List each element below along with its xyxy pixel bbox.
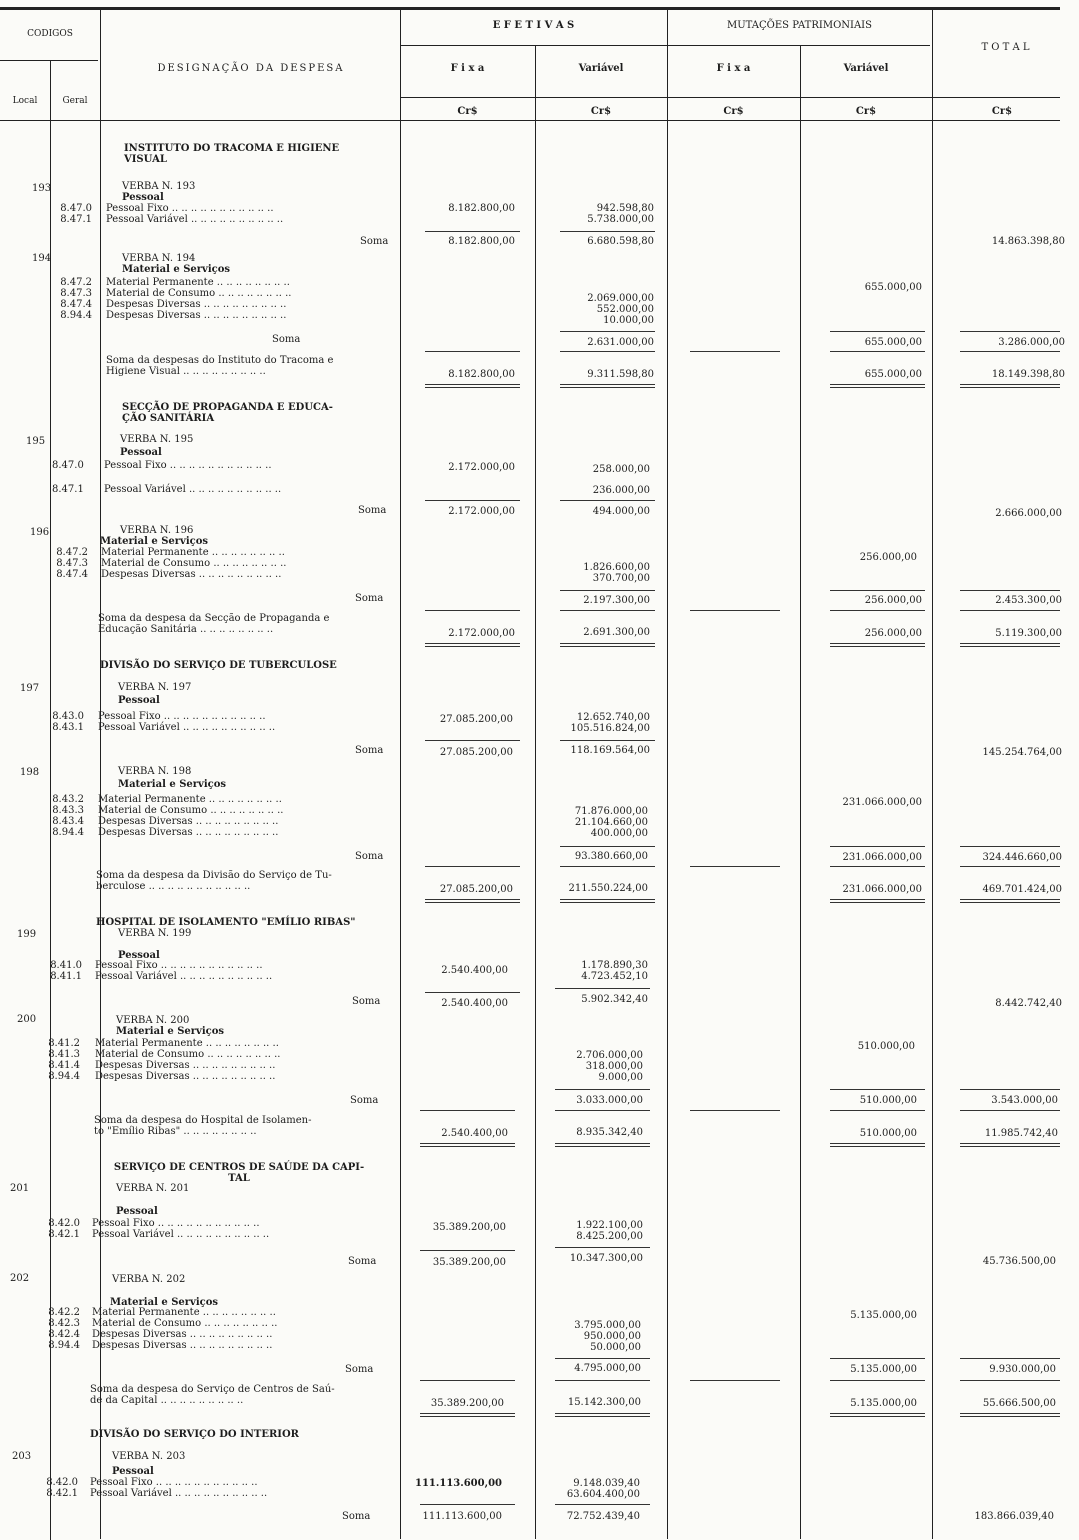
designacao-heading: DESIGNAÇÃO DA DESPESA bbox=[157, 63, 345, 74]
verba-title: VERBA N. 200 bbox=[116, 1015, 190, 1026]
double-rule bbox=[830, 384, 925, 388]
grand-mutacoes: 231.066.000,00 bbox=[842, 884, 922, 895]
double-rule bbox=[960, 1413, 1060, 1417]
mutacoes-fixa-heading: F i x a bbox=[716, 63, 751, 74]
item-description: Pessoal Fixo .. .. .. .. .. .. .. .. .. .. .. bbox=[104, 460, 272, 471]
grand-fixa: 35.389.200,00 bbox=[430, 1398, 504, 1409]
grand-total: 55.666.500,00 bbox=[982, 1398, 1056, 1409]
soma-mutacoes: 5.135.000,00 bbox=[850, 1364, 917, 1375]
soma-variavel: 93.380.660,00 bbox=[574, 851, 648, 862]
local-code: 203 bbox=[12, 1451, 32, 1462]
soma-fixa: 2.540.400,00 bbox=[441, 998, 508, 1009]
local-code: 195 bbox=[26, 436, 46, 447]
sum-rule bbox=[690, 1380, 780, 1381]
soma-total: 3.543.000,00 bbox=[991, 1095, 1058, 1106]
section-title: SERVIÇO DE CENTROS DE SAÚDE DA CAPI- TAL bbox=[113, 1162, 365, 1184]
grand-total: 5.119.300,00 bbox=[995, 628, 1062, 639]
local-code: 194 bbox=[32, 253, 52, 264]
grand-variavel: 15.142.300,00 bbox=[567, 1397, 641, 1408]
sum-rule bbox=[830, 1380, 925, 1381]
header-bottom-rule bbox=[0, 120, 1060, 121]
sum-rule bbox=[830, 331, 925, 332]
item-codes: 8.42.0 8.42.1 bbox=[48, 1218, 80, 1240]
sum-rule bbox=[560, 590, 655, 591]
verba-subtitle: Pessoal bbox=[118, 695, 160, 706]
soma-fixa: 2.172.000,00 bbox=[448, 506, 515, 517]
verba-subtitle: Pessoal bbox=[118, 950, 160, 961]
header-currency-rule bbox=[400, 97, 1060, 98]
soma-label: Soma bbox=[358, 505, 387, 516]
section-title: DIVISÃO DO SERVIÇO DO INTERIOR bbox=[90, 1429, 299, 1440]
soma-total: 183.866.039,40 bbox=[974, 1511, 1054, 1522]
sum-rule bbox=[830, 1110, 925, 1111]
item-code: 8.47.0 bbox=[52, 460, 84, 471]
soma-total: 3.286.000,00 bbox=[998, 337, 1065, 348]
currency-label: Cr$ bbox=[457, 106, 478, 117]
double-rule bbox=[420, 1413, 515, 1417]
double-rule bbox=[960, 1143, 1060, 1147]
section-title: HOSPITAL DE ISOLAMENTO "EMÍLIO RIBAS" bbox=[96, 917, 356, 928]
fixa-value: 2.540.400,00 bbox=[441, 965, 508, 976]
soma-fixa: 27.085.200,00 bbox=[439, 747, 513, 758]
mutacoes-heading: MUTAÇÕES PATRIMONIAIS bbox=[727, 20, 872, 31]
grand-total-label: Soma da despesas do Instituto do Tracoma e Higiene Visual .. .. .. .. .. .. .. .. .. bbox=[106, 355, 334, 377]
soma-total: 9.930.000,00 bbox=[989, 1364, 1056, 1375]
sum-rule bbox=[960, 1380, 1060, 1381]
sum-rule bbox=[555, 1110, 650, 1111]
soma-variavel: 5.902.342,40 bbox=[581, 994, 648, 1005]
soma-variavel: 2.631.000,00 bbox=[587, 337, 654, 348]
verba-subtitle: Material e Serviços bbox=[122, 264, 231, 275]
mutacoes-variavel-value: 510.000,00 bbox=[857, 1041, 915, 1052]
variavel-values: 71.876.000,00 21.104.660,00 400.000,00 bbox=[574, 806, 648, 839]
grand-fixa: 8.182.800,00 bbox=[448, 369, 515, 380]
soma-label: Soma bbox=[272, 334, 301, 345]
item-descriptions: Material Permanente .. .. .. .. .. .. .. .. Material de Consumo .. .. .. .. .. .. .. .. Despesas Diversas .. .. .. .. .. .. .. .. .. bbox=[101, 547, 287, 580]
fixa-value: 27.085.200,00 bbox=[439, 714, 513, 725]
soma-total: 14.863.398,80 bbox=[991, 236, 1065, 247]
soma-variavel: 2.197.300,00 bbox=[583, 595, 650, 606]
soma-variavel: 6.680.598,80 bbox=[587, 236, 654, 247]
verba-title: VERBA N. 194 bbox=[122, 253, 196, 264]
efetivas-variavel-heading: Variável bbox=[578, 63, 624, 74]
local-code: 200 bbox=[17, 1014, 37, 1025]
sum-rule bbox=[560, 331, 655, 332]
grand-total-label: Soma da despesa do Hospital de Isolamen- to "Emílio Ribas" .. .. .. .. .. .. .. .. bbox=[94, 1115, 312, 1137]
soma-label: Soma bbox=[342, 1511, 371, 1522]
item-descriptions: Material Permanente .. .. .. .. .. .. .. .. Material de Consumo .. .. .. .. .. .. .. .. Despesas Diversas .. .. .. .. .. .. .. .. .. Despesas Diversas .. .. .. .. .. .. .. .. .. bbox=[95, 1038, 281, 1082]
sum-rule bbox=[830, 610, 925, 611]
item-codes: 8.47.2 8.47.3 8.47.4 bbox=[56, 547, 88, 580]
grand-mutacoes: 655.000,00 bbox=[864, 369, 922, 380]
verba-subtitle: Pessoal bbox=[122, 192, 164, 203]
soma-fixa: 35.389.200,00 bbox=[432, 1257, 506, 1268]
item-codes: 8.47.0 8.47.1 bbox=[60, 203, 92, 225]
variavel-values: 1.922.100,00 8.425.200,00 bbox=[576, 1220, 643, 1242]
local-code: 196 bbox=[30, 527, 50, 538]
fixa-value: 8.182.800,00 bbox=[448, 203, 515, 214]
grand-total: 469.701.424,00 bbox=[982, 884, 1062, 895]
mutacoes-variavel-value: 231.066.000,00 bbox=[842, 797, 922, 808]
soma-total: 324.446.660,00 bbox=[982, 852, 1062, 863]
double-rule bbox=[560, 643, 655, 647]
section-title: INSTITUTO DO TRACOMA E HIGIENE VISUAL bbox=[124, 143, 340, 165]
total-heading: T O T A L bbox=[981, 42, 1030, 53]
grand-fixa: 27.085.200,00 bbox=[439, 884, 513, 895]
grand-variavel: 211.550.224,00 bbox=[568, 883, 648, 894]
soma-label: Soma bbox=[355, 593, 384, 604]
double-rule bbox=[560, 384, 655, 388]
item-codes: 8.41.2 8.41.3 8.41.4 8.94.4 bbox=[48, 1038, 80, 1082]
double-rule bbox=[960, 643, 1060, 647]
efetivas-heading: E F E T I V A S bbox=[492, 20, 575, 31]
soma-label: Soma bbox=[355, 851, 384, 862]
sum-rule bbox=[960, 846, 1060, 847]
sum-rule bbox=[830, 1358, 925, 1359]
soma-total: 8.442.742,40 bbox=[995, 998, 1062, 1009]
verba-subtitle: Material e Serviços bbox=[100, 536, 209, 547]
sum-rule bbox=[830, 590, 925, 591]
item-descriptions: Material Permanente .. .. .. .. .. .. .. .. Material de Consumo .. .. .. .. .. .. .. .. Despesas Diversas .. .. .. .. .. .. .. .. .. Despesas Diversas .. .. .. .. .. .. .. .. .. bbox=[92, 1307, 278, 1351]
soma-mutacoes: 256.000,00 bbox=[864, 595, 922, 606]
double-rule bbox=[560, 899, 655, 903]
double-rule bbox=[830, 1143, 925, 1147]
verba-subtitle: Material e Serviços bbox=[118, 779, 227, 790]
col-divider-designation bbox=[400, 7, 401, 1539]
item-codes: 8.41.0 8.41.1 bbox=[50, 960, 82, 982]
soma-label: Soma bbox=[355, 745, 384, 756]
col-divider-efetivas bbox=[535, 45, 536, 1539]
col-divider-total bbox=[932, 7, 933, 1539]
item-description: Pessoal Variável .. .. .. .. .. .. .. .. .. .. bbox=[104, 484, 282, 495]
grand-fixa: 2.540.400,00 bbox=[441, 1128, 508, 1139]
grand-variavel: 2.691.300,00 bbox=[583, 627, 650, 638]
sum-rule bbox=[425, 500, 520, 501]
variavel-values: 942.598,80 5.738.000,00 bbox=[587, 203, 654, 225]
double-rule bbox=[830, 1413, 925, 1417]
sum-rule bbox=[560, 740, 655, 741]
soma-variavel: 494.000,00 bbox=[592, 506, 650, 517]
soma-fixa: 111.113.600,00 bbox=[422, 1511, 502, 1522]
grand-total: 11.985.742,40 bbox=[984, 1128, 1058, 1139]
verba-title: VERBA N. 199 bbox=[118, 928, 192, 939]
sum-rule bbox=[555, 1247, 650, 1248]
item-descriptions: Material Permanente .. .. .. .. .. .. .. .. Material de Consumo .. .. .. .. .. .. .. .. Despesas Diversas .. .. .. .. .. .. .. .. .. Despesas Diversas .. .. .. .. .. .. .. .. .. bbox=[106, 277, 292, 321]
sum-rule bbox=[425, 610, 520, 611]
verba-title: VERBA N. 203 bbox=[112, 1451, 186, 1462]
sum-rule bbox=[690, 1110, 780, 1111]
sum-rule bbox=[560, 231, 655, 232]
soma-label: Soma bbox=[350, 1095, 379, 1106]
local-code: 202 bbox=[10, 1273, 30, 1284]
item-descriptions: Pessoal Fixo .. .. .. .. .. .. .. .. .. .. .. Pessoal Variável .. .. .. .. .. .. .. .. .. .. bbox=[98, 711, 276, 733]
grand-total: 18.149.398,80 bbox=[991, 369, 1065, 380]
mutacoes-variavel-value: 256.000,00 bbox=[859, 552, 917, 563]
sum-rule bbox=[425, 231, 520, 232]
verba-title: VERBA N. 195 bbox=[120, 434, 194, 445]
soma-fixa: 8.182.800,00 bbox=[448, 236, 515, 247]
soma-label: Soma bbox=[352, 996, 381, 1007]
sum-rule bbox=[690, 610, 780, 611]
item-descriptions: Pessoal Fixo .. .. .. .. .. .. .. .. .. .. .. Pessoal Variável .. .. .. .. .. .. .. .. .. .. bbox=[106, 203, 284, 225]
sum-rule bbox=[960, 610, 1060, 611]
sum-rule bbox=[555, 1504, 650, 1505]
soma-label: Soma bbox=[345, 1364, 374, 1375]
grand-fixa: 2.172.000,00 bbox=[448, 628, 515, 639]
item-descriptions: Material Permanente .. .. .. .. .. .. .. .. Material de Consumo .. .. .. .. .. .. .. .. Despesas Diversas .. .. .. .. .. .. .. .. .. Despesas Diversas .. .. .. .. .. .. .. .. .. bbox=[98, 794, 284, 838]
currency-label: Cr$ bbox=[723, 106, 744, 117]
header-group-rule bbox=[400, 45, 930, 46]
soma-mutacoes: 510.000,00 bbox=[859, 1095, 917, 1106]
verba-subtitle: Material e Serviços bbox=[116, 1026, 225, 1037]
item-descriptions: Pessoal Fixo .. .. .. .. .. .. .. .. .. .. .. Pessoal Variável .. .. .. .. .. .. .. .. .. .. bbox=[92, 1218, 270, 1240]
mutacoes-variavel-value: 655.000,00 bbox=[864, 282, 922, 293]
grand-variavel: 8.935.342,40 bbox=[576, 1127, 643, 1138]
currency-label: Cr$ bbox=[855, 106, 877, 117]
sum-rule bbox=[420, 1110, 515, 1111]
variavel-value: 258.000,00 bbox=[592, 464, 650, 475]
double-rule bbox=[555, 1413, 650, 1417]
variavel-value: 236.000,00 bbox=[592, 485, 650, 496]
sum-rule bbox=[425, 351, 520, 352]
sum-rule bbox=[560, 610, 655, 611]
grand-total-label: Soma da despesa do Serviço de Centros de Saú- de da Capital .. .. .. .. .. .. .. .. .. bbox=[90, 1384, 335, 1406]
double-rule bbox=[830, 643, 925, 647]
verba-subtitle: Pessoal bbox=[116, 1206, 158, 1217]
grand-total-label: Soma da despesa da Divisão do Serviço de Tu- berculose .. .. .. .. .. .. .. .. .. .. .. bbox=[96, 870, 332, 892]
sum-rule bbox=[560, 351, 655, 352]
sum-rule bbox=[555, 1089, 650, 1090]
top-rule bbox=[0, 7, 1060, 10]
local-heading: Local bbox=[12, 96, 38, 106]
soma-label: Soma bbox=[348, 1256, 377, 1267]
variavel-values: 1.178.890,30 4.723.452,10 bbox=[581, 960, 648, 982]
sum-rule bbox=[690, 866, 780, 867]
sum-rule bbox=[960, 331, 1060, 332]
local-code: 198 bbox=[20, 767, 40, 778]
verba-title: VERBA N. 193 bbox=[122, 181, 196, 192]
item-descriptions: Pessoal Fixo .. .. .. .. .. .. .. .. .. .. .. Pessoal Variável .. .. .. .. .. .. .. .. .. .. bbox=[95, 960, 273, 982]
sum-rule bbox=[960, 1089, 1060, 1090]
sum-rule bbox=[560, 846, 655, 847]
verba-title: VERBA N. 201 bbox=[116, 1183, 190, 1194]
double-rule bbox=[425, 384, 520, 388]
fixa-value: 111.113.600,00 bbox=[415, 1478, 502, 1489]
item-codes: 8.47.2 8.47.3 8.47.4 8.94.4 bbox=[60, 277, 92, 321]
sum-rule bbox=[960, 351, 1060, 352]
variavel-values: 1.826.600,00 370.700,00 bbox=[583, 562, 650, 584]
item-codes: 8.42.2 8.42.3 8.42.4 8.94.4 bbox=[48, 1307, 80, 1351]
section-title: SECÇÃO DE PROPAGANDA E EDUCA- ÇÃO SANITÁRIA bbox=[122, 402, 333, 424]
item-codes: 8.43.0 8.43.1 bbox=[52, 711, 84, 733]
double-rule bbox=[555, 1143, 650, 1147]
double-rule bbox=[830, 899, 925, 903]
verba-subtitle: Material e Serviços bbox=[110, 1297, 219, 1308]
codes-header-rule bbox=[0, 60, 98, 61]
sum-rule bbox=[420, 1504, 515, 1505]
efetivas-fixa-heading: F i x a bbox=[450, 63, 485, 74]
local-code: 201 bbox=[10, 1183, 30, 1194]
double-rule bbox=[960, 384, 1060, 388]
variavel-values: 3.795.000,00 950.000,00 50.000,00 bbox=[574, 1320, 641, 1353]
soma-total: 45.736.500,00 bbox=[982, 1256, 1056, 1267]
section-title: DIVISÃO DO SERVIÇO DE TUBERCULOSE bbox=[100, 660, 337, 671]
verba-subtitle: Pessoal bbox=[112, 1466, 154, 1477]
fixa-value: 35.389.200,00 bbox=[432, 1222, 506, 1233]
soma-label: Soma bbox=[360, 236, 389, 247]
double-rule bbox=[420, 1143, 515, 1147]
grand-mutacoes: 510.000,00 bbox=[859, 1128, 917, 1139]
soma-mutacoes: 655.000,00 bbox=[864, 337, 922, 348]
variavel-values: 2.706.000,00 318.000,00 9.000,00 bbox=[576, 1050, 643, 1083]
soma-total: 2.453.300,00 bbox=[995, 595, 1062, 606]
item-descriptions: Pessoal Fixo .. .. .. .. .. .. .. .. .. .. .. Pessoal Variável .. .. .. .. .. .. .. .. .. .. bbox=[90, 1477, 268, 1499]
sum-rule bbox=[555, 1380, 650, 1381]
soma-total: 145.254.764,00 bbox=[982, 747, 1062, 758]
grand-mutacoes: 256.000,00 bbox=[864, 628, 922, 639]
soma-variavel: 4.795.000,00 bbox=[574, 1363, 641, 1374]
local-code: 193 bbox=[32, 183, 52, 194]
sum-rule bbox=[555, 988, 650, 989]
codigos-heading: CODIGOS bbox=[27, 29, 73, 39]
sum-rule bbox=[830, 866, 925, 867]
currency-label: Cr$ bbox=[991, 106, 1013, 117]
variavel-values: 12.652.740,00 105.516.824,00 bbox=[570, 712, 650, 734]
soma-variavel: 72.752.439,40 bbox=[566, 1511, 640, 1522]
verba-title: VERBA N. 196 bbox=[120, 525, 194, 536]
col-divider-mutacoes-start bbox=[667, 7, 668, 1539]
double-rule bbox=[425, 899, 520, 903]
double-rule bbox=[425, 643, 520, 647]
sum-rule bbox=[420, 1380, 515, 1381]
item-codes: 8.43.2 8.43.3 8.43.4 8.94.4 bbox=[52, 794, 84, 838]
sum-rule bbox=[425, 866, 520, 867]
verba-title: VERBA N. 197 bbox=[118, 682, 192, 693]
local-code: 197 bbox=[20, 683, 40, 694]
verba-title: VERBA N. 198 bbox=[118, 766, 192, 777]
sum-rule bbox=[560, 500, 655, 501]
col-divider-mutacoes bbox=[800, 45, 801, 1539]
sum-rule bbox=[555, 1358, 650, 1359]
sum-rule bbox=[425, 992, 520, 993]
grand-variavel: 9.311.598,80 bbox=[587, 369, 654, 380]
fixa-value: 2.172.000,00 bbox=[448, 462, 515, 473]
sum-rule bbox=[830, 846, 925, 847]
soma-variavel: 118.169.564,00 bbox=[570, 745, 650, 756]
sum-rule bbox=[425, 740, 520, 741]
mutacoes-variavel-heading: Variável bbox=[843, 63, 889, 74]
sum-rule bbox=[960, 866, 1060, 867]
verba-title: VERBA N. 202 bbox=[112, 1274, 186, 1285]
soma-variavel: 3.033.000,00 bbox=[576, 1095, 643, 1106]
mutacoes-variavel-value: 5.135.000,00 bbox=[850, 1310, 917, 1321]
variavel-values: 2.069.000,00 552.000,00 10.000,00 bbox=[587, 293, 654, 326]
item-code: 8.47.1 bbox=[52, 484, 84, 495]
grand-total-label: Soma da despesa da Secção de Propaganda e Educação Sanitária .. .. .. .. .. .. .. .. bbox=[98, 613, 330, 635]
local-code: 199 bbox=[17, 929, 37, 940]
sum-rule bbox=[560, 866, 655, 867]
grand-mutacoes: 5.135.000,00 bbox=[850, 1398, 917, 1409]
variavel-values: 9.148.039,40 63.604.400,00 bbox=[566, 1478, 640, 1500]
sum-rule bbox=[960, 1110, 1060, 1111]
verba-subtitle: Pessoal bbox=[120, 447, 162, 458]
soma-variavel: 10.347.300,00 bbox=[569, 1253, 643, 1264]
sum-rule bbox=[690, 351, 780, 352]
sum-rule bbox=[960, 1358, 1060, 1359]
soma-mutacoes: 231.066.000,00 bbox=[842, 852, 922, 863]
sum-rule bbox=[420, 1250, 515, 1251]
soma-total: 2.666.000,00 bbox=[995, 508, 1062, 519]
currency-label: Cr$ bbox=[590, 106, 612, 117]
geral-heading: Geral bbox=[62, 96, 88, 106]
sum-rule bbox=[830, 1089, 925, 1090]
sum-rule bbox=[960, 590, 1060, 591]
item-codes: 8.42.0 8.42.1 bbox=[46, 1477, 78, 1499]
sum-rule bbox=[830, 351, 925, 352]
double-rule bbox=[960, 899, 1060, 903]
